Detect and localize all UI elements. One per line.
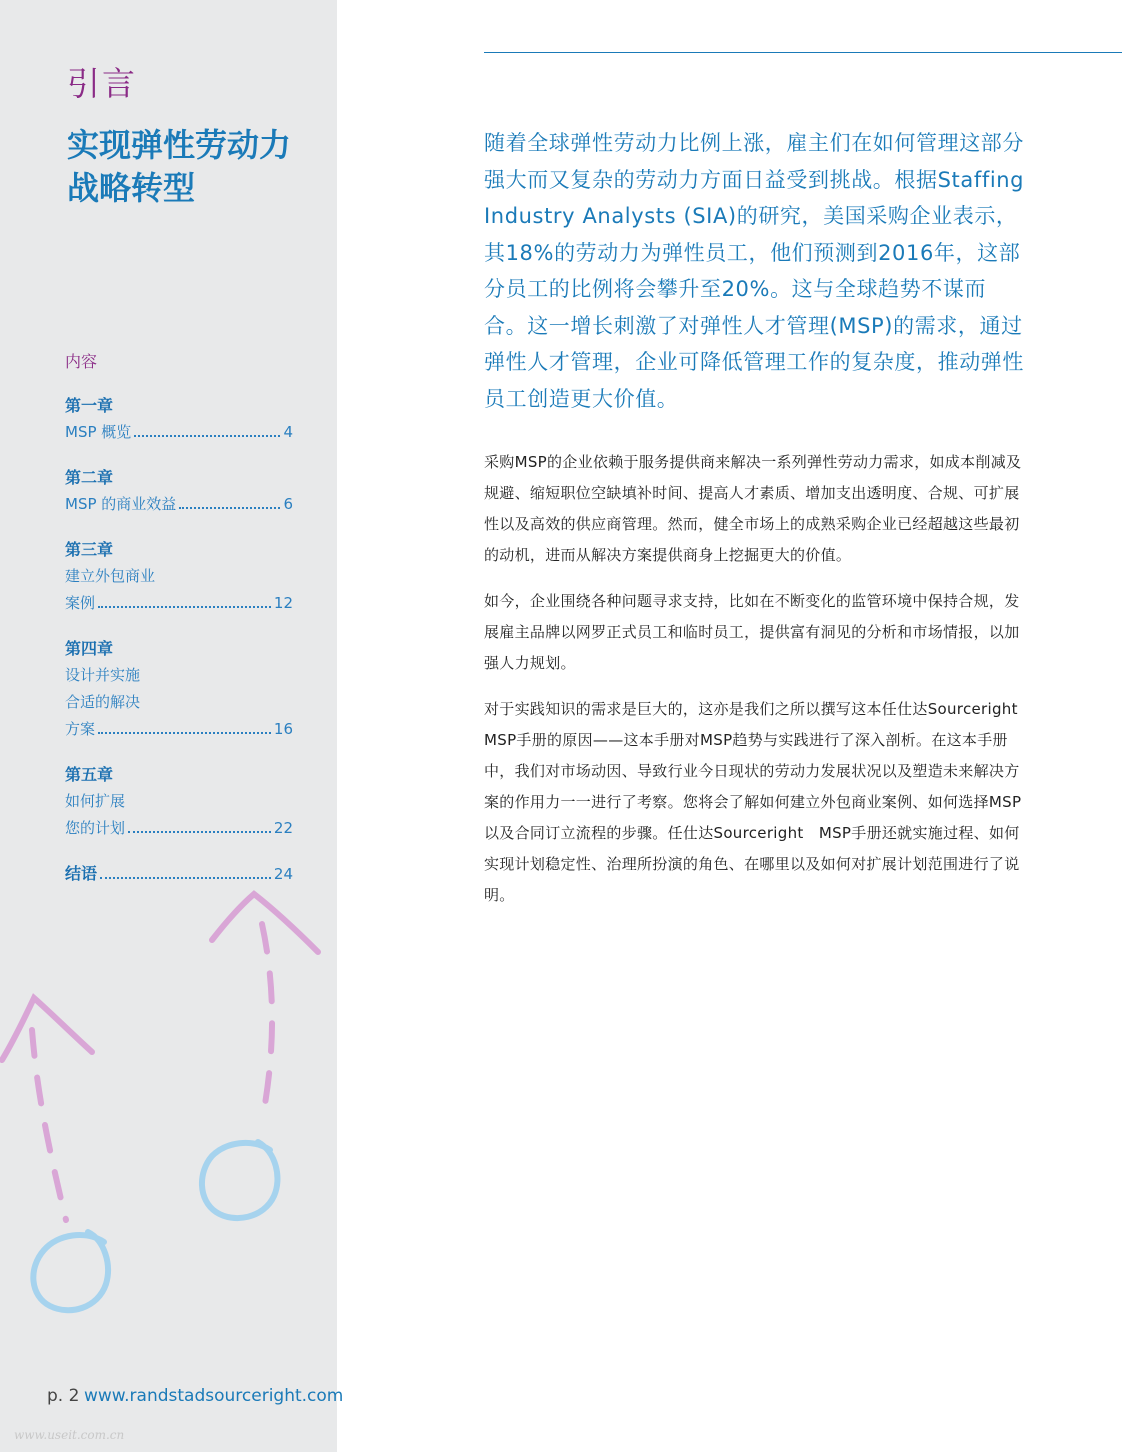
header-rule	[484, 52, 1122, 53]
toc-chapter-2[interactable]	[65, 464, 293, 518]
watermark: www.useit.com.cn	[14, 1428, 125, 1442]
toc-leader-dots	[100, 877, 271, 879]
sidebar-title: 实现弹性劳动力战略转型	[67, 126, 292, 207]
doodle-blue-loop-left	[33, 1232, 108, 1310]
doodle-blue-loop-right	[202, 1142, 278, 1218]
toc-leader-dots	[128, 831, 271, 833]
doodle-pink-dashes-right	[262, 924, 272, 1110]
toc-entry-label: 方案	[65, 720, 96, 738]
toc-entry-label: MSP 概览	[65, 423, 132, 441]
toc-entry-line: 设计并实施	[65, 666, 141, 684]
toc-entry[interactable]	[65, 716, 293, 743]
toc-entry[interactable]	[65, 815, 293, 842]
toc-entry-line: 合适的解决	[65, 693, 141, 711]
body-paragraph: 对于实践知识的需求是巨大的，这亦是我们之所以撰写这本任仕达Sourceright MSP手册的原因——这本手册对MSP趋势与实践进行了深入剖析。在这本手册中，我们对市场动因、导致行业今日现状的劳动力发展状况以及塑造未来解决方案的作用力一一进行了考察。您将会了解如何建立外包商业案例、如何选择MSP以及合同订立流程的步骤。任仕达Sourceright MSP手册还就实施过程、如何实现计划稳定性、治理所扮演的角色、在哪里以及如何对扩展计划范围进行了说明。	[484, 700, 1034, 904]
toc-chapter-1[interactable]	[65, 392, 293, 446]
toc-entry-label: 您的计划	[65, 819, 126, 837]
toc-entry-label: MSP 的商业效益	[65, 495, 177, 513]
toc-entry-label: 案例	[65, 594, 96, 612]
toc-entry-line: 建立外包商业	[65, 567, 156, 585]
toc-chapter-title: 第四章	[65, 639, 114, 658]
doodle-pink-dashes-left	[32, 1030, 66, 1220]
toc-entry-label: 结语	[65, 864, 98, 883]
toc-leader-dots	[134, 435, 280, 437]
toc-chapter-title: 第二章	[65, 468, 114, 487]
section-label: 引言	[67, 64, 137, 103]
toc-chapter-title: 第三章	[65, 540, 114, 559]
toc-page-number: 16	[273, 720, 293, 738]
footer-url-link[interactable]: www.randstadsourceright.com	[84, 1386, 344, 1406]
toc-entry[interactable]	[65, 419, 293, 446]
toc-page-number: 24	[273, 865, 293, 883]
toc-entry[interactable]	[65, 590, 293, 617]
toc-leader-dots	[98, 732, 271, 734]
doodle-pink-arrowhead-left	[2, 998, 92, 1060]
doodle-illustration	[0, 880, 337, 1340]
body-paragraph: 如今，企业围绕各种问题寻求支持，比如在不断变化的监管环境中保持合规，发展雇主品牌以网罗正式员工和临时员工，提供富有洞见的分析和市场情报，以加强人力规划。	[484, 592, 1020, 672]
toc-entry-line: 如何扩展	[65, 792, 126, 810]
toc-chapter-title: 第一章	[65, 396, 114, 415]
toc-leader-dots	[98, 606, 271, 608]
toc-leader-dots	[179, 507, 280, 509]
toc-page-number: 12	[273, 594, 293, 612]
toc-chapter-title: 第五章	[65, 765, 114, 784]
body-paragraph: 采购MSP的企业依赖于服务提供商来解决一系列弹性劳动力需求，如成本削减及规避、缩短职位空缺填补时间、提高人才素质、增加支出透明度、合规、可扩展性以及高效的供应商管理。然而，健全市场上的成熟采购企业已经超越这些最初的动机，进而从解决方案提供商身上挖掘更大的价值。	[484, 453, 1022, 564]
toc-page-number: 6	[283, 495, 293, 513]
toc-chapter-5[interactable]	[65, 761, 293, 842]
page-number: p. 2	[47, 1386, 80, 1406]
toc-page-number: 4	[283, 423, 293, 441]
toc-page-number: 22	[273, 819, 293, 837]
toc-chapter-3[interactable]	[65, 536, 293, 617]
table-of-contents	[65, 392, 293, 888]
body-text	[484, 447, 1034, 926]
sidebar	[0, 0, 337, 1452]
toc-entry[interactable]	[65, 491, 293, 518]
toc-chapter-4[interactable]	[65, 635, 293, 743]
lead-paragraph: 随着全球弹性劳动力比例上涨，雇主们在如何管理这部分强大而又复杂的劳动力方面日益受到挑战。根据Staffing Industry Analysts (SIA)的研究，美国采购企业表示，其18%的劳动力为弹性员工，他们预测到2016年，这部分员工的比例将会攀升至20%。这与全球趋势不谋而合。这一增长刺激了对弹性人才管理(MSP)的需求，通过弹性人才管理，企业可降低管理工作的复杂度，推动弹性员工创造更大价值。	[484, 131, 1025, 411]
contents-heading: 内容	[65, 352, 98, 371]
